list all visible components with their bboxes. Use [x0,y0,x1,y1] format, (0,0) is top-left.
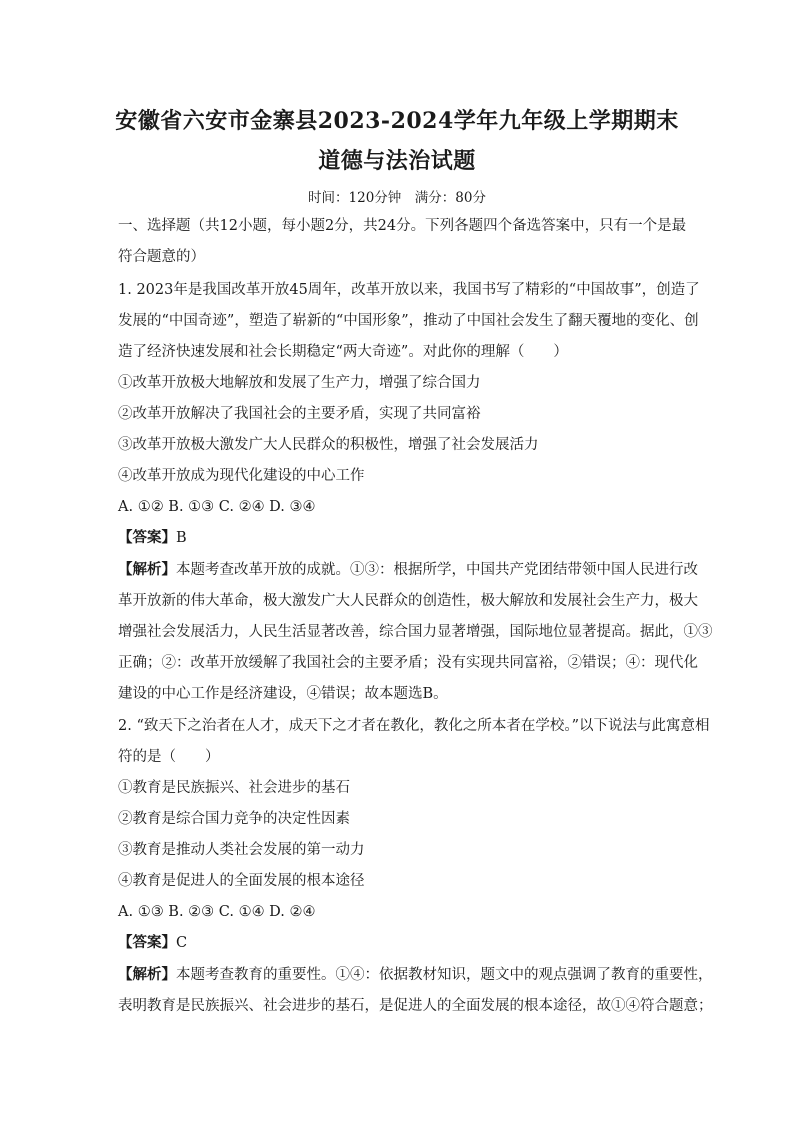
q1-stem-cont: 造了经济快速发展和社会长期稳定“两大奇迹”。对此你的理解（ ） [118,344,568,360]
q2-analysis [118,965,713,985]
q1-analysis-cont: 增强社会发展活力，人民生活显著改善，综合国力显著增强，国际地位显著提高。据此，①③ [118,624,713,640]
q1-analysis [118,560,698,580]
section-heading-cont: 符合题意的） [118,249,205,265]
q1-analysis-cont: 正确；②：改革开放缓解了我国社会的主要矛盾；没有实现共同富裕，②错误；④：现代化 [118,655,698,671]
q2-choices: A. ①③ B. ②③ C. ①④ D. ②④ [118,904,316,920]
answer-value: B [176,530,187,546]
analysis-label: 【解析】 [118,561,176,578]
analysis-text: 本题考查教育的重要性。①④：依据教材知识，题文中的观点强调了教育的重要性， [176,967,713,983]
q2-analysis-cont: 表明教育是民族振兴、社会进步的基石，是促进人的全面发展的根本途径，故①④符合题意； [118,998,713,1014]
q2-stem: 2. “致天下之治者在人才，成天下之才者在教化，教化之所本者在学校。”以下说法与此寓意相 [118,718,710,734]
page-title-line-2: 道德与法治试题 [318,148,476,174]
answer-value: C [176,935,188,951]
q1-option-2: ②改革开放解决了我国社会的主要矛盾，实现了共同富裕 [118,406,481,422]
q1-analysis-cont: 革开放新的伟大革命，极大激发广大人民群众的创造性，极大解放和发展社会生产力，极大 [118,593,698,609]
answer-label: 【答案】 [118,529,176,546]
section-heading: 一、选择题（共12小题，每小题2分，共24分。下列各题四个备选答案中，只有一个是最 [118,218,687,234]
analysis-text: 本题考查改革开放的成就。①③：根据所学，中国共产党团结带领中国人民进行改 [176,562,698,578]
q1-stem: 1. 2023年是我国改革开放45周年，改革开放以来，我国书写了精彩的“中国故事”，创造了 [118,282,700,298]
q1-choices: A. ①② B. ①③ C. ②④ D. ③④ [118,499,316,515]
q1-answer [118,528,678,548]
q1-option-3: ③改革开放极大激发广大人民群众的积极性，增强了社会发展活力 [118,437,539,453]
q1-option-1: ①改革开放极大地解放和发展了生产力，增强了综合国力 [118,375,481,391]
analysis-label: 【解析】 [118,966,176,983]
page-title-line-1: 安徽省六安市金寨县2023-2024学年九年级上学期期末 [115,108,679,134]
q2-answer [118,933,678,953]
q2-stem-cont: 符的是（ ） [118,749,220,765]
q2-option-3: ③教育是推动人类社会发展的第一动力 [118,842,365,858]
q2-option-1: ①教育是民族振兴、社会进步的基石 [118,780,350,796]
q1-option-4: ④改革开放成为现代化建设的中心工作 [118,468,365,484]
q1-analysis-cont: 建设的中心工作是经济建设，④错误；故本题选B。 [118,686,448,702]
q2-option-4: ④教育是促进人的全面发展的根本途径 [118,873,365,889]
exam-info: 时间：120分钟 满分：80分 [308,190,486,206]
q2-option-2: ②教育是综合国力竞争的决定性因素 [118,811,350,827]
answer-label: 【答案】 [118,934,176,951]
q1-stem-cont: 发展的“中国奇迹”，塑造了崭新的“中国形象”，推动了中国社会发生了翻天覆地的变化、创 [118,313,699,329]
